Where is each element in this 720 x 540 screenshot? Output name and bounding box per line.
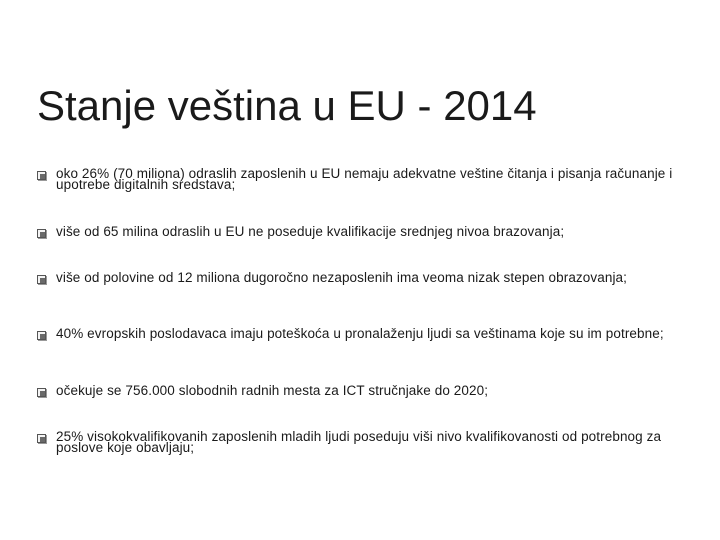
square-bullet-icon [37, 229, 46, 238]
square-bullet-icon [37, 275, 46, 284]
slide-title: Stanje veština u EU - 2014 [37, 82, 537, 130]
square-bullet-icon [37, 331, 46, 340]
list-item [37, 328, 677, 340]
list-item [37, 226, 677, 238]
bullet-text: očekuje se 756.000 slobodnih radnih mesta za ICT stručnjake do 2020; [56, 383, 489, 398]
square-bullet-icon [37, 434, 46, 443]
list-item [37, 272, 677, 284]
list-item [37, 168, 677, 190]
bullet-text: oko 26% (70 miliona) odraslih zaposlenih u EU nemaju adekvatne veštine čitanja i pisanja računanje i upotrebe digitalnih sredstava; [56, 166, 673, 192]
square-bullet-icon [37, 171, 46, 180]
bullet-text: 25% visokokvalifikovanih zaposlenih mladih ljudi poseduju viši nivo kvalifikovanosti od potrebnog za poslove koje obavljaju; [56, 429, 662, 455]
bullet-text: 40% evropskih poslodavaca imaju poteškoća u pronalaženju ljudi sa veštinama koje su im potrebne; [56, 326, 664, 341]
bullet-text: više od polovine od 12 miliona dugoročno nezaposlenih ima veoma nizak stepen obrazovanja; [56, 270, 628, 285]
list-item [37, 431, 677, 453]
bullet-text: više od 65 milina odraslih u EU ne poseduje kvalifikacije srednjeg nivoa brazovanja; [56, 224, 565, 239]
list-item [37, 385, 677, 397]
square-bullet-icon [37, 388, 46, 397]
